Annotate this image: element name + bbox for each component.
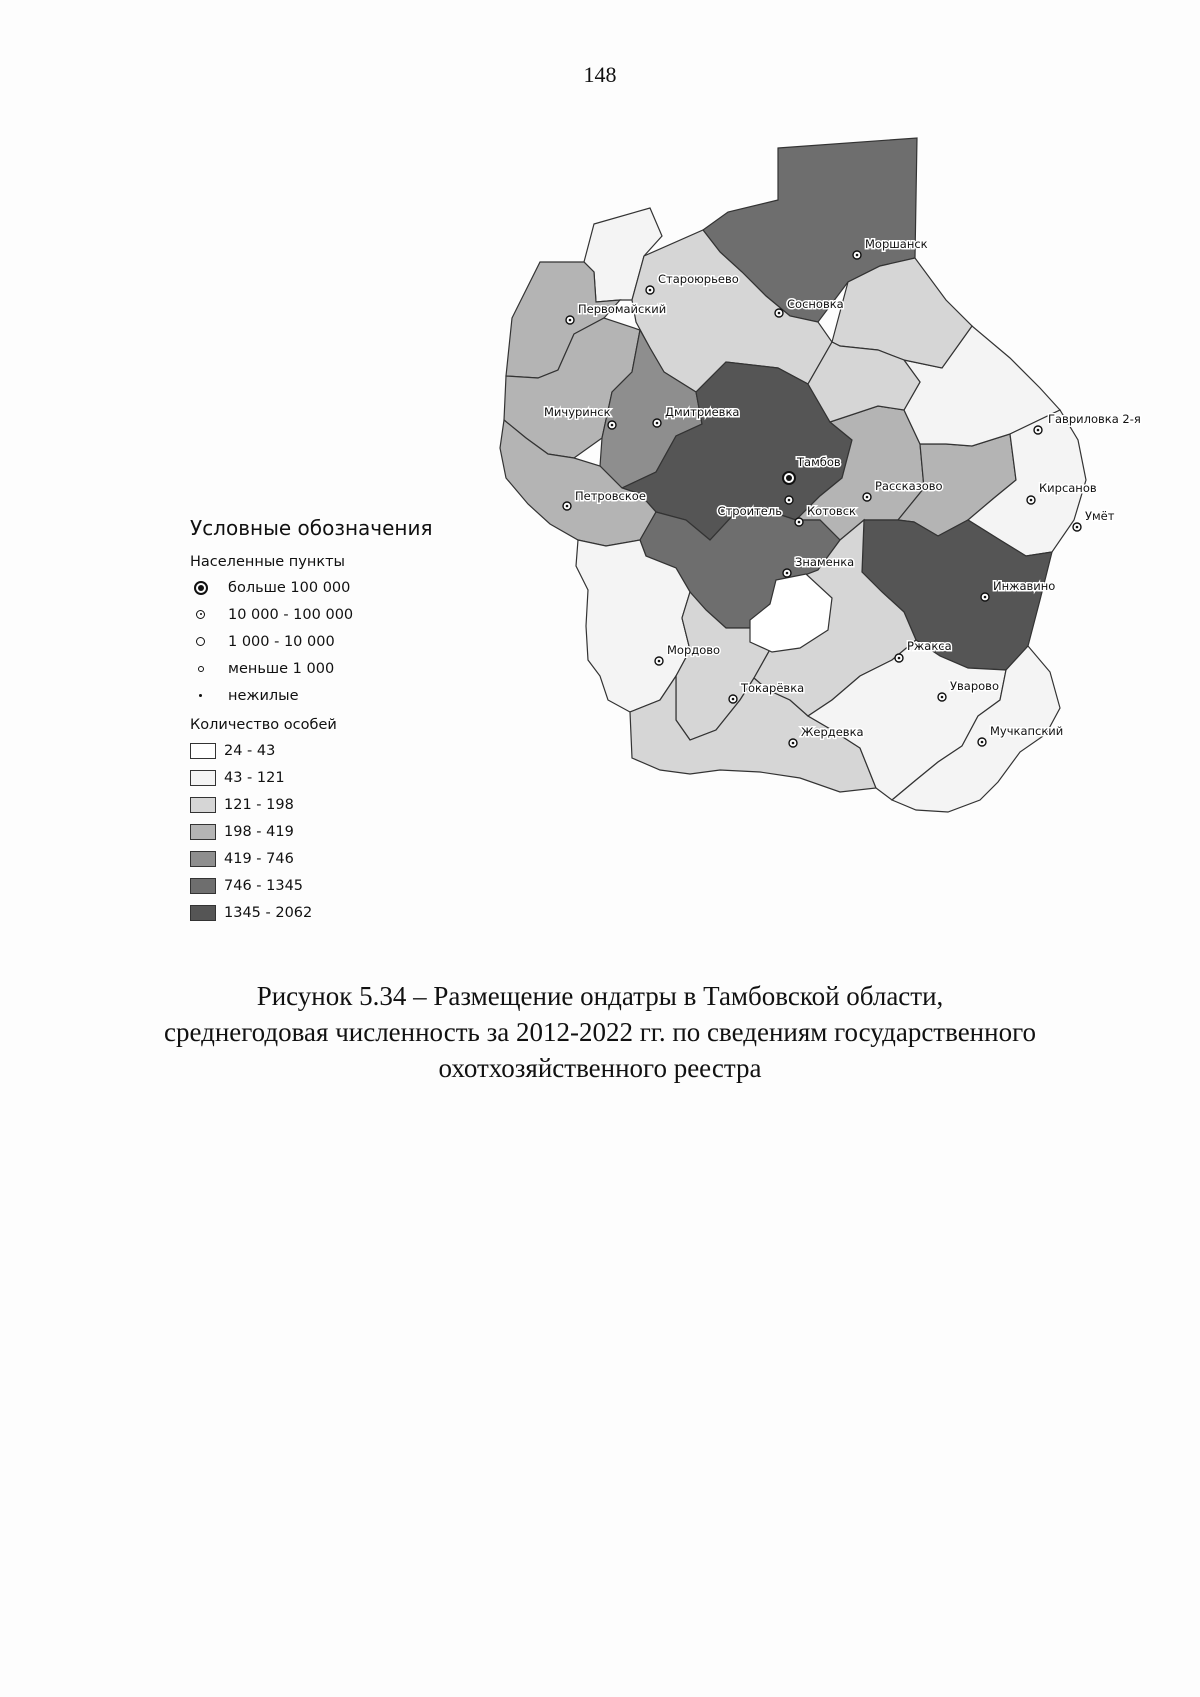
legend-row-settlement-uninhabited	[190, 682, 433, 709]
place-label: Инжавино	[993, 579, 1056, 593]
place-label: Токарёвка	[741, 681, 805, 695]
place-label: Котовск	[807, 504, 856, 518]
count-legend-title: Количество особей	[190, 717, 337, 733]
place-label: Петровское	[575, 489, 646, 503]
legend-swatch	[190, 824, 216, 840]
legend-swatch	[190, 851, 216, 867]
place-label: Уварово	[950, 679, 999, 693]
legend-class-row	[190, 872, 433, 899]
legend-class-label: 24 - 43	[224, 742, 276, 759]
place-label: Умёт	[1085, 509, 1115, 523]
place-label: Мордово	[667, 643, 721, 657]
legend-class-row	[190, 845, 433, 872]
legend-class-row	[190, 899, 433, 926]
legend-label: 10 000 - 100 000	[228, 606, 354, 623]
place-label: Моршанск	[865, 237, 928, 251]
figure-caption	[150, 978, 1050, 1086]
place-label: Ржакса	[907, 639, 952, 653]
caption-line: Рисунок 5.34 – Размещение ондатры в Тамбовской области,	[256, 981, 944, 1011]
legend-swatch	[190, 797, 216, 813]
place-label: Жердевка	[801, 725, 864, 739]
legend-row-settlement-medium	[190, 601, 433, 628]
place-label: Мичуринск	[544, 405, 611, 419]
place-label: Строитель	[717, 504, 782, 518]
legend-class-label: 419 - 746	[224, 850, 294, 867]
place-label: Кирсанов	[1039, 481, 1097, 495]
settlements-legend-title: Населенные пункты	[190, 554, 346, 570]
legend-class-row	[190, 791, 433, 818]
legend-title: Условные обозначения	[190, 516, 433, 540]
legend-swatch	[190, 770, 216, 786]
town-icon	[196, 637, 205, 646]
place-label: Мучкапский	[990, 724, 1064, 738]
legend-label: больше 100 000	[228, 579, 351, 596]
legend-row-settlement-large	[190, 574, 433, 601]
legend-swatch	[190, 878, 216, 894]
legend-row-settlement-town	[190, 628, 433, 655]
legend-class-label: 43 - 121	[224, 769, 285, 786]
legend-swatch	[190, 905, 216, 921]
village-icon	[198, 666, 204, 672]
legend-label: меньше 1 000	[228, 660, 335, 677]
page-number: 148	[583, 62, 617, 87]
city-large-icon	[194, 581, 208, 595]
place-label: Дмитриевка	[665, 405, 740, 419]
caption-line: охотхозяйственного реестра	[438, 1053, 762, 1083]
place-Умёт	[1073, 509, 1115, 531]
place-label: Староюрьево	[658, 272, 739, 286]
legend-class-row	[190, 764, 433, 791]
legend-class-label: 121 - 198	[224, 796, 294, 813]
place-label: Знаменка	[795, 555, 855, 569]
legend-class-row	[190, 818, 433, 845]
place-label: Гавриловка 2-я	[1048, 412, 1141, 426]
legend-label: 1 000 - 10 000	[228, 633, 335, 650]
city-medium-icon	[196, 610, 205, 619]
place-label: Сосновка	[787, 297, 844, 311]
place-label: Тамбов	[797, 455, 841, 469]
legend-class-label: 746 - 1345	[224, 877, 304, 894]
legend-class-label: 198 - 419	[224, 823, 294, 840]
legend-swatch	[190, 743, 216, 759]
place-label: Рассказово	[875, 479, 943, 493]
legend-label: нежилые	[228, 687, 299, 704]
legend-row-settlement-village	[190, 655, 433, 682]
uninhabited-icon	[199, 694, 202, 697]
caption-line: среднегодовая численность за 2012-2022 гг. по сведениям государственного	[164, 1017, 1036, 1047]
legend-class-label: 1345 - 2062	[224, 904, 313, 921]
place-label: Первомайский	[578, 302, 667, 316]
map-legend	[190, 516, 433, 926]
legend-class-row	[190, 737, 433, 764]
